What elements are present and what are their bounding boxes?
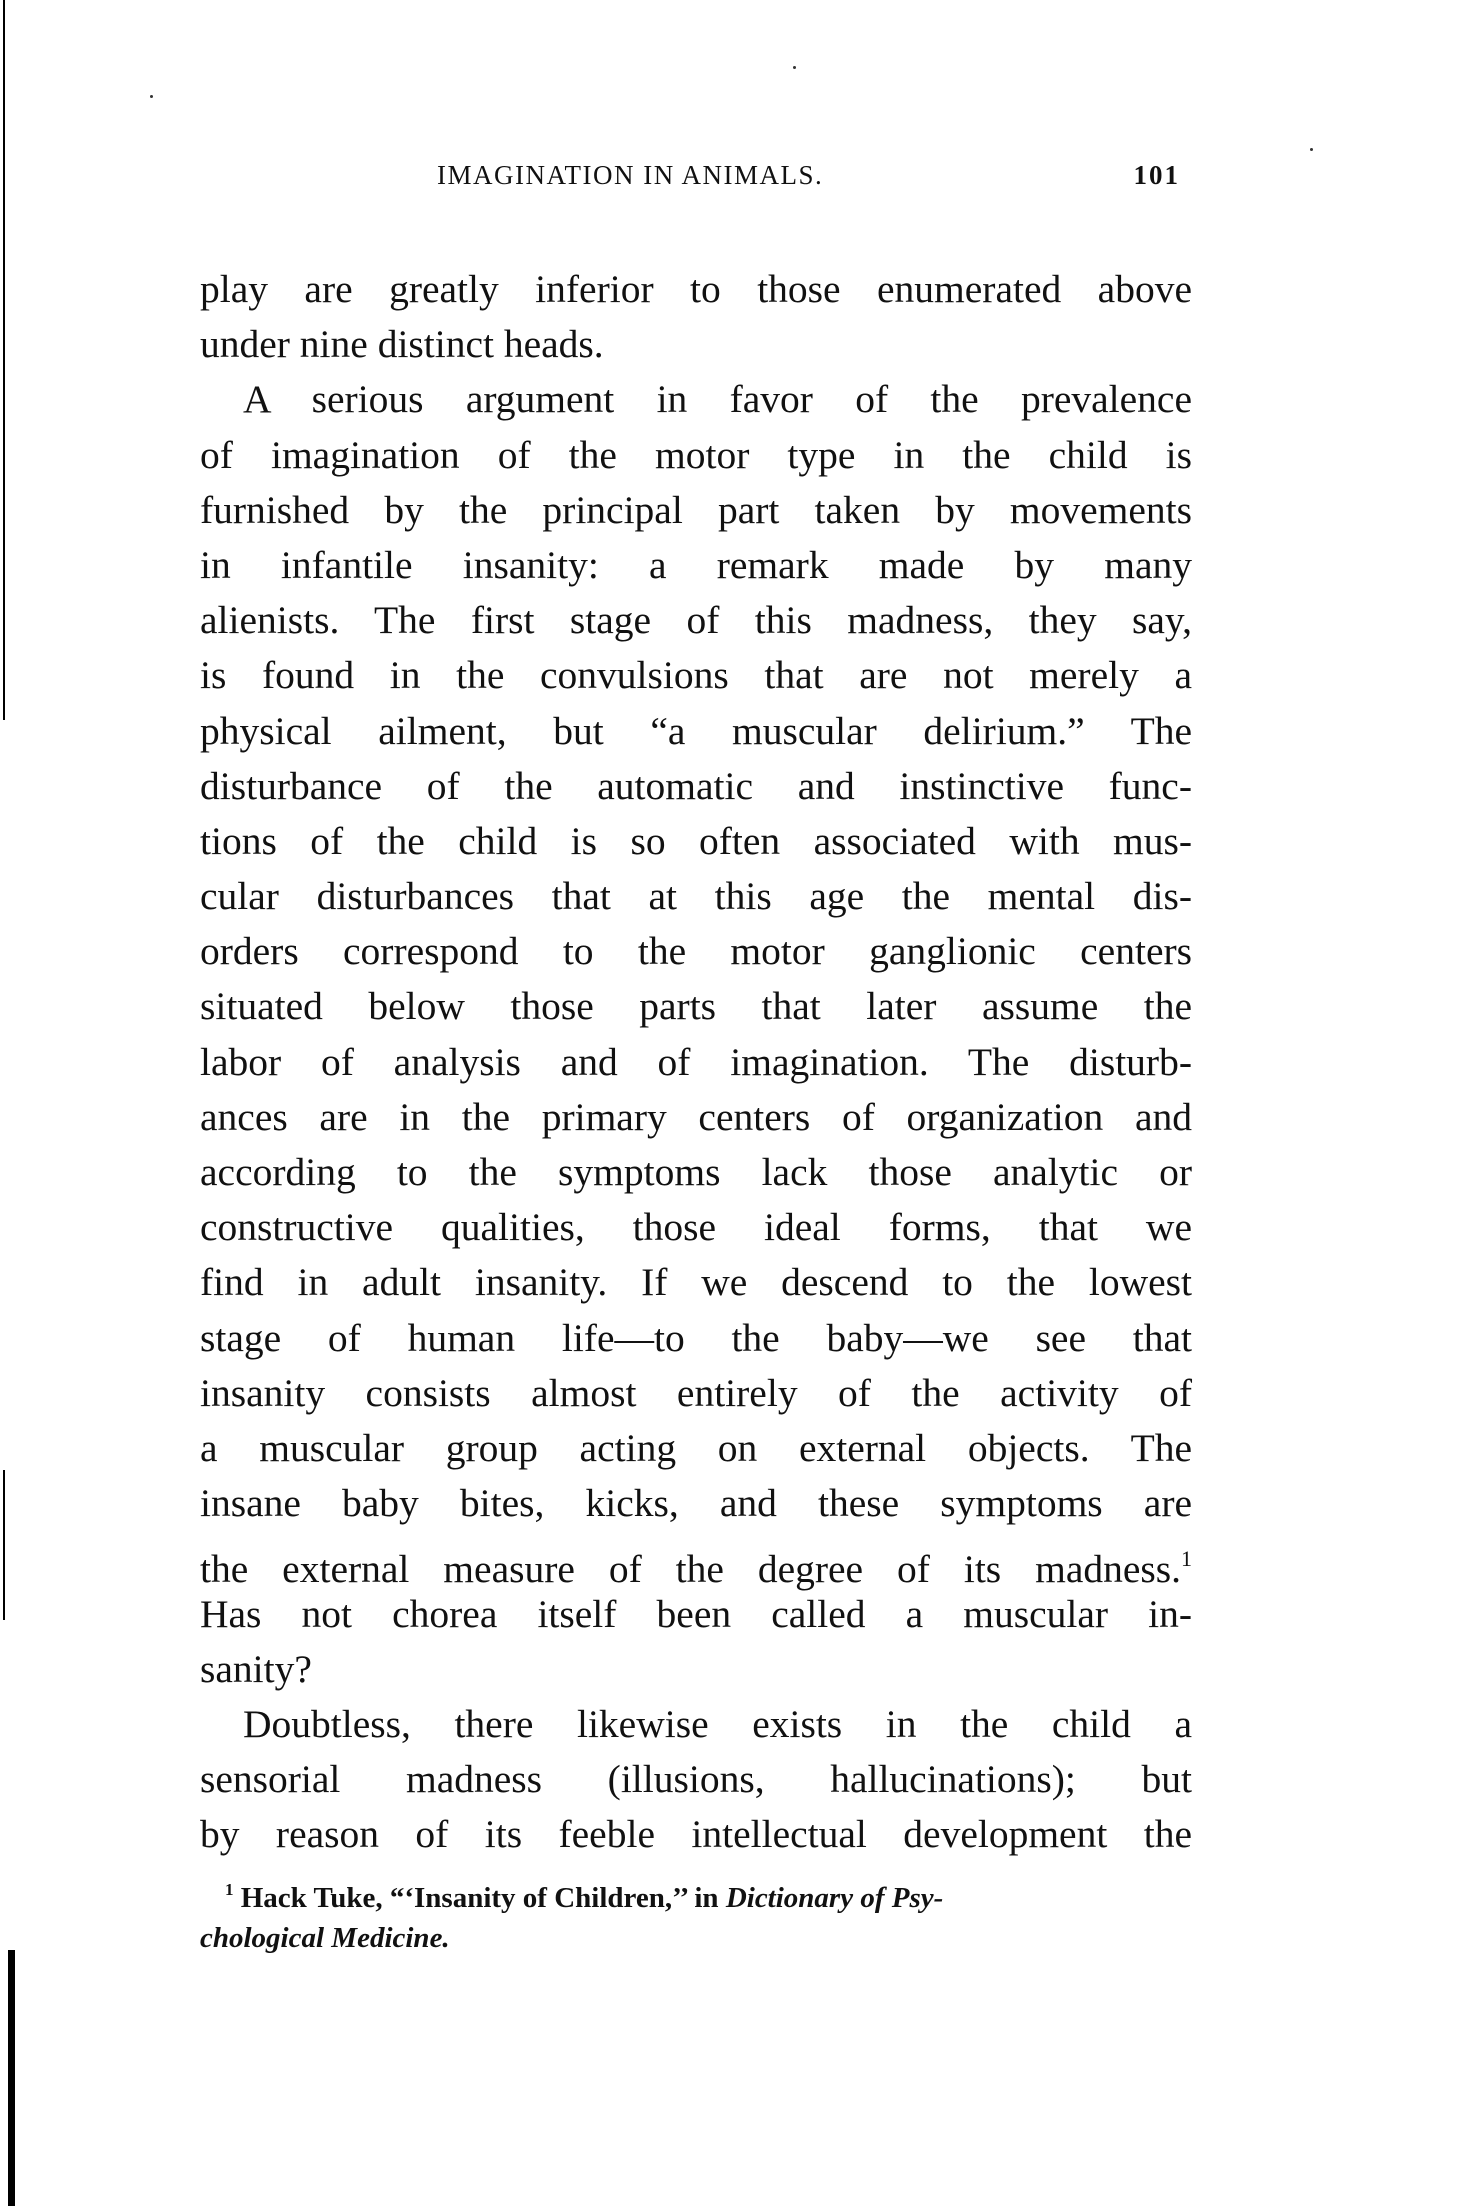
text-line: ances are in the primary centers of organization and (200, 1094, 1192, 1139)
text-line: alienists. The first stage of this madness, they say, (200, 598, 1192, 643)
scan-edge-line-bottom (8, 1950, 15, 2206)
text-line: orders correspond to the motor ganglionic centers (200, 929, 1192, 974)
footnote-line (200, 1870, 1190, 1918)
scan-speck (1310, 148, 1313, 151)
text-line: under nine distinct heads. (200, 322, 604, 367)
text-line: disturbance of the automatic and instinctive func- (200, 763, 1192, 808)
text-line: in infantile insanity: a remark made by many (200, 542, 1192, 587)
text-line: according to the symptoms lack those analytic or (200, 1150, 1192, 1194)
scan-edge-line-top (3, 0, 5, 720)
page-number: 101 (1133, 160, 1180, 190)
scan-speck (150, 95, 153, 98)
text-line: labor of analysis and of imagination. The disturb- (200, 1039, 1192, 1084)
body-text (200, 262, 1192, 1862)
footnote-marker: 1 (225, 1880, 234, 1899)
text-line: constructive qualities, those ideal forms, that we (200, 1205, 1192, 1250)
text-line: situated below those parts that later assume the (200, 984, 1192, 1029)
paragraph-start-line: A serious argument in favor of the prevalence (243, 377, 1192, 422)
text-line: is found in the convulsions that are not merely a (200, 653, 1192, 698)
running-head-title: IMAGINATION IN ANIMALS. (437, 160, 824, 190)
text-line: tions of the child is so often associated with mus- (200, 818, 1192, 863)
scan-edge-line-mid (3, 1470, 5, 1620)
text-line-with-footnote-ref (200, 1531, 1192, 1592)
footnote-line (200, 1918, 1190, 1958)
scan-speck (793, 66, 796, 69)
text-line: a muscular group acting on external objects. The (200, 1425, 1192, 1470)
text-line: play are greatly inferior to those enumerated above (200, 267, 1192, 311)
running-head (200, 160, 1190, 200)
text-line: sanity? (200, 1646, 312, 1691)
text-line: insane baby bites, kicks, and these symptoms are (200, 1481, 1192, 1526)
text-line: Has not chorea itself been called a muscular in- (200, 1591, 1192, 1636)
text-line: physical ailment, but “a muscular delirium.” The (200, 708, 1192, 753)
footnote-book-title: Dictionary of Psy- (725, 1882, 944, 1914)
footnote-citation: Hack Tuke, “‘Insanity of Children,’’ in (240, 1882, 726, 1914)
footnote (200, 1870, 1190, 1958)
text-line-content: the external measure of the degree of its madness. (200, 1547, 1181, 1592)
text-line: of imagination of the motor type in the child is (200, 432, 1192, 477)
text-line: stage of human life—to the baby—we see that (200, 1315, 1192, 1360)
paragraph-start-line: Doubtless, there likewise exists in the child a (243, 1701, 1192, 1746)
text-line: by reason of its feeble intellectual development the (200, 1812, 1192, 1857)
footnote-book-title-cont: chological Medicine. (200, 1922, 450, 1954)
text-line: find in adult insanity. If we descend to the lowest (200, 1260, 1192, 1305)
text-line: cular disturbances that at this age the mental dis- (200, 874, 1192, 919)
text-line: furnished by the principal part taken by movements (200, 487, 1192, 532)
text-line: insanity consists almost entirely of the activity of (200, 1370, 1192, 1415)
text-line: sensorial madness (illusions, hallucinations); but (200, 1757, 1192, 1802)
footnote-reference[interactable]: 1 (1181, 1546, 1192, 1572)
